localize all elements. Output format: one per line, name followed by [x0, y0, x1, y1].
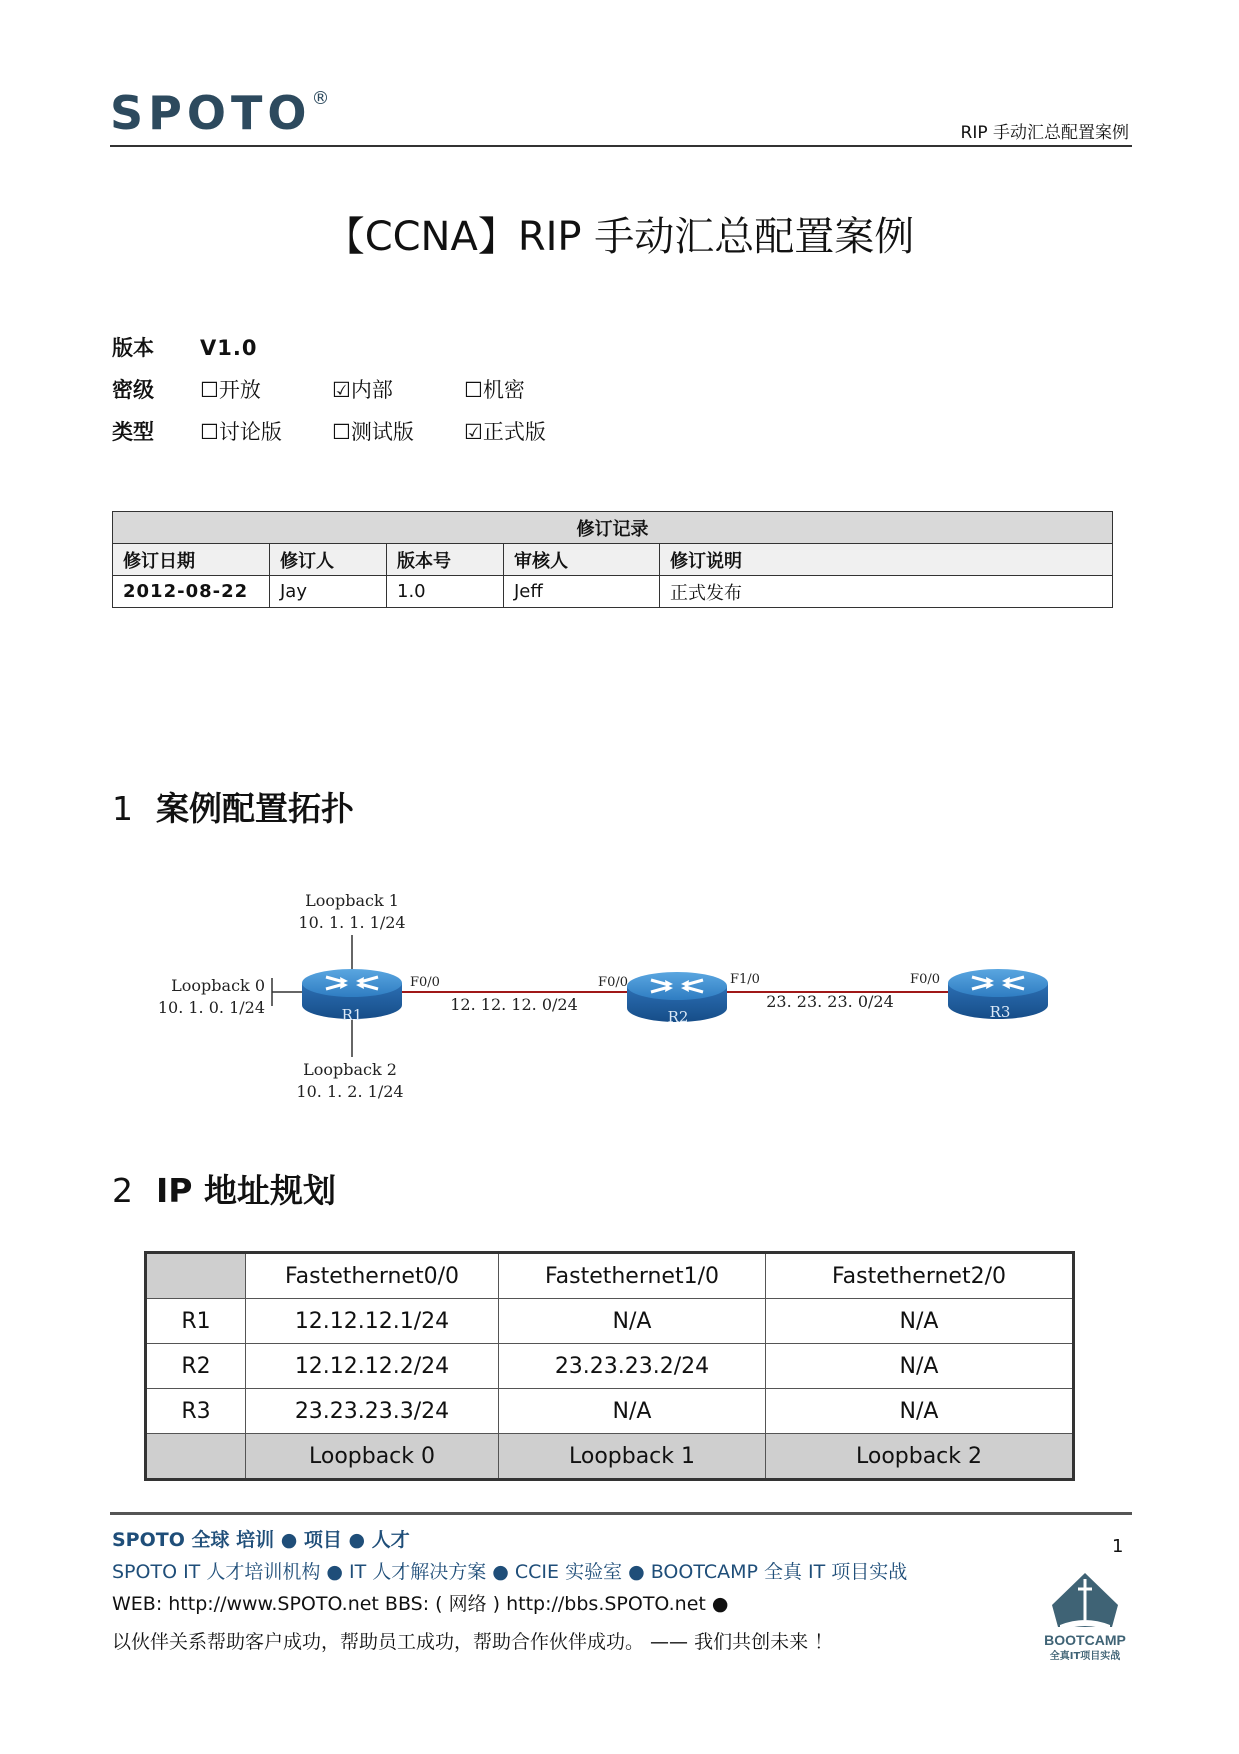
r2-port-right: F1/0: [730, 972, 760, 987]
footer-motto: 以伙伴关系帮助客户成功，帮助员工成功，帮助合作伙伴成功。 —— 我们共创未来 ！: [112, 1631, 834, 1653]
footer-divider: [110, 1512, 1132, 1515]
spoto-logo: [110, 86, 329, 140]
version-label: 版本: [112, 336, 154, 360]
table-row: R3 23.23.23.3/24 N/A N/A: [146, 1389, 1074, 1434]
header-divider: [110, 145, 1132, 147]
document-title: 【CCNA】RIP 手动汇总配置案例: [324, 214, 915, 260]
r3-port: F0/0: [910, 972, 940, 987]
table-row: R2 12.12.12.2/24 23.23.23.2/24 N/A: [146, 1344, 1074, 1389]
r2-port-left: F0/0: [598, 975, 628, 990]
table-row: R1 12.12.12.1/24 N/A N/A: [146, 1299, 1074, 1344]
revision-date: 2012-08-22: [113, 576, 270, 608]
option-internal: ☑内部: [332, 378, 393, 402]
bootcamp-logo: [1040, 1565, 1130, 1665]
revision-author: Jay: [270, 576, 387, 608]
option-release: ☑正式版: [464, 420, 546, 444]
ip-plan-table: [144, 1251, 1075, 1481]
ip-header: Fastethernet0/0: [246, 1253, 499, 1299]
link2-subnet: 23. 23. 23. 0/24: [766, 992, 894, 1011]
version-value: V1.0: [200, 336, 258, 360]
option-discussion: ☐讨论版: [200, 420, 282, 444]
link1-subnet: 12. 12. 12. 0/24: [450, 995, 578, 1014]
ip-header: Fastethernet1/0: [499, 1253, 766, 1299]
revision-header: 修订说明: [660, 544, 1113, 576]
loopback1-ip: 10. 1. 1. 1/24: [298, 913, 406, 932]
revision-header-row: [113, 544, 1113, 576]
loopback0-name: Loopback 0: [171, 976, 265, 995]
secret-level-row: [112, 374, 596, 404]
loopback1-name: Loopback 1: [305, 891, 399, 910]
router-label-r2: R2: [667, 1008, 689, 1026]
section-heading-1: 1 案例配置拓扑: [112, 789, 354, 828]
router-cell: R2: [146, 1344, 246, 1389]
revision-header: 版本号: [387, 544, 504, 576]
revision-caption: 修订记录: [113, 512, 1113, 544]
page-number: 1: [1112, 1536, 1124, 1557]
secret-label: 密级: [112, 378, 154, 402]
router-cell: R1: [146, 1299, 246, 1344]
r1-port: F0/0: [410, 975, 440, 990]
topology-diagram: [140, 880, 1060, 1120]
logo-text: SPOTO: [110, 86, 312, 140]
option-test: ☐测试版: [332, 420, 414, 444]
bootcamp-subtext: 全真IT项目实战: [1049, 1651, 1121, 1662]
bootcamp-text: BOOTCAMP: [1044, 1632, 1126, 1648]
revision-header: 审核人: [504, 544, 660, 576]
header-title: RIP 手动汇总配置案例: [960, 123, 1129, 143]
loopback0-ip: 10. 1. 0. 1/24: [157, 998, 265, 1017]
revision-header: 修订日期: [113, 544, 270, 576]
loopback2-ip: 10. 1. 2. 1/24: [296, 1082, 404, 1101]
revision-table: [112, 511, 1113, 608]
option-open: ☐开放: [200, 378, 261, 402]
revision-reviewer: Jeff: [504, 576, 660, 608]
revision-header: 修订人: [270, 544, 387, 576]
revision-version: 1.0: [387, 576, 504, 608]
option-confidential: ☐机密: [464, 378, 525, 402]
revision-note: 正式发布: [660, 576, 1113, 608]
version-row: [112, 332, 257, 362]
section-heading-2: 2 IP 地址规划: [112, 1171, 336, 1210]
type-label: 类型: [112, 420, 154, 444]
ip-header-row: [146, 1253, 1074, 1299]
table-row: [113, 576, 1113, 608]
router-cell: R3: [146, 1389, 246, 1434]
footer-links: WEB: http://www.SPOTO.net BBS: ( 网络 ) http://bbs.SPOTO.net ●: [112, 1593, 729, 1615]
router-label-r1: R1: [341, 1006, 363, 1024]
footer-services: SPOTO IT 人才培训机构 ● IT 人才解决方案 ● CCIE 实验室 ● BOOTCAMP 全真 IT 项目实战: [112, 1561, 908, 1583]
router-label-r3: R3: [989, 1003, 1011, 1021]
ip-footer-row: Loopback 0 Loopback 1 Loopback 2: [146, 1434, 1074, 1480]
ip-header: Fastethernet2/0: [766, 1253, 1074, 1299]
footer-slogan: SPOTO 全球 培训 ● 项目 ● 人才: [112, 1529, 410, 1551]
loopback2-name: Loopback 2: [303, 1060, 397, 1079]
type-row: [112, 416, 596, 446]
registered-mark: ®: [311, 88, 330, 109]
